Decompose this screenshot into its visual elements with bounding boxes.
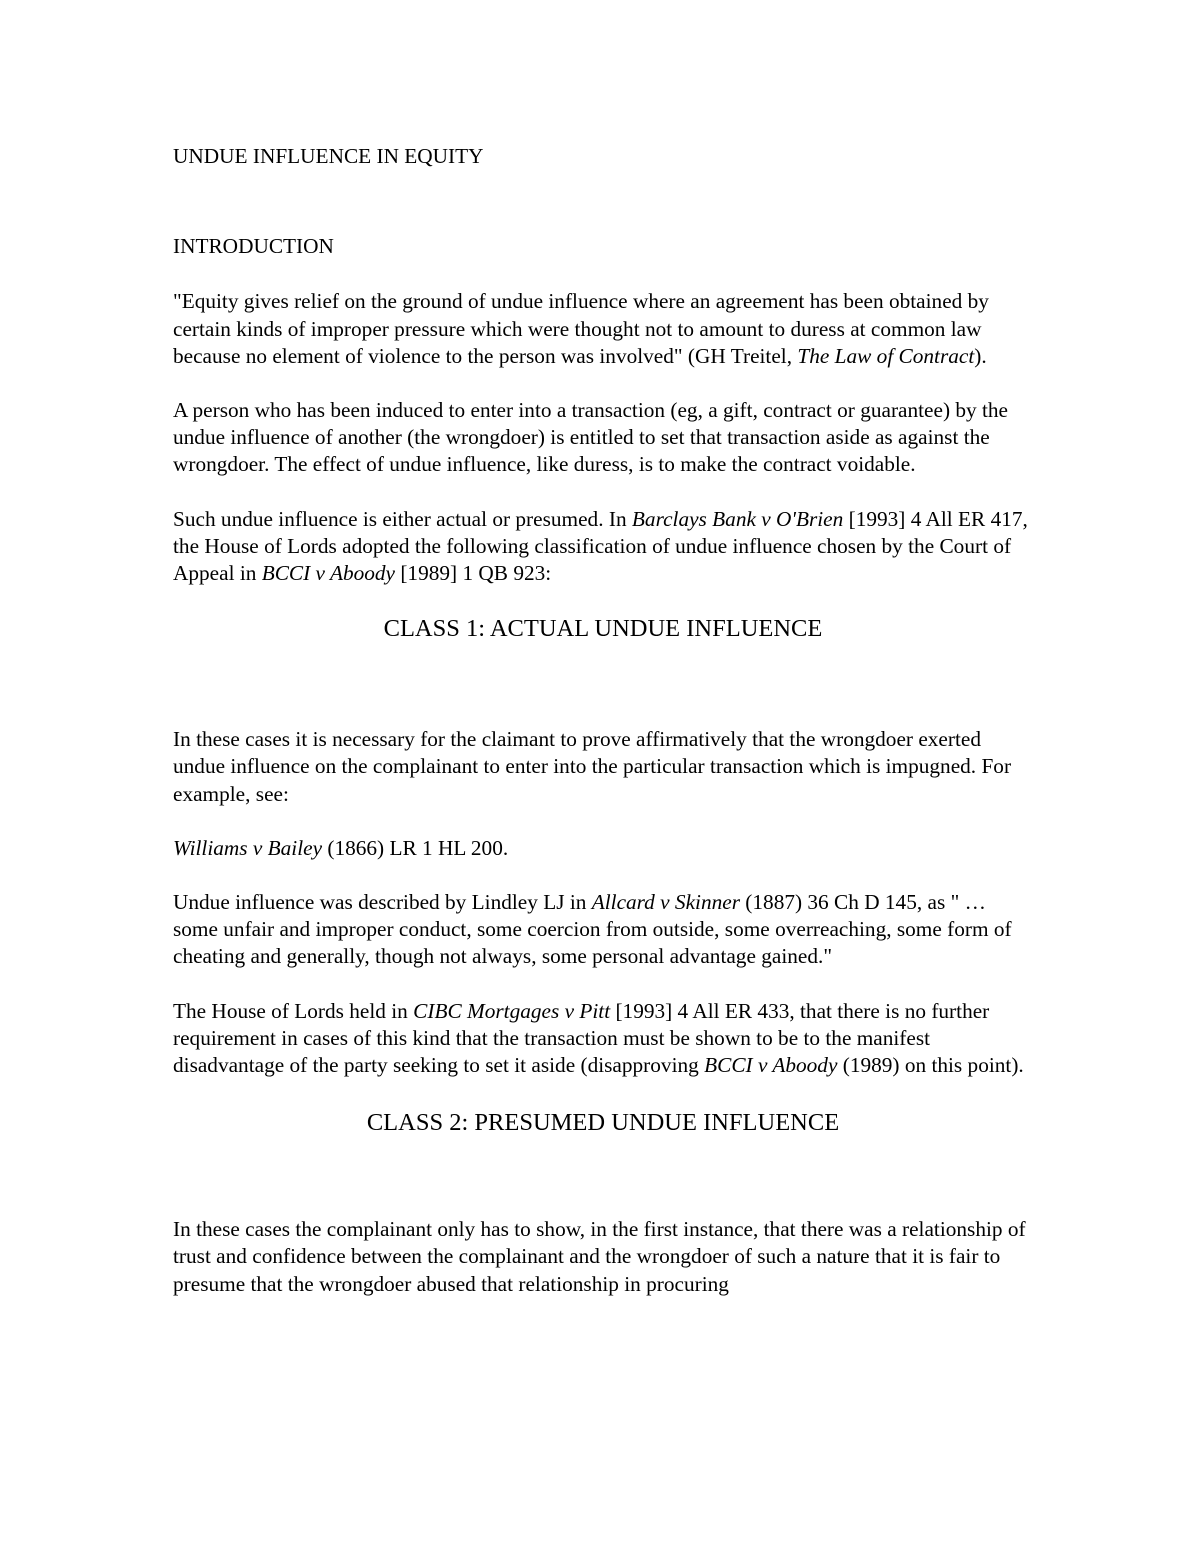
cibc-paragraph [173, 998, 1033, 1080]
treitel-quote-paragraph [173, 288, 1033, 370]
paragraph-text: [1989] 1 QB 923: [395, 561, 552, 586]
case-name: Williams v Bailey [173, 835, 323, 860]
book-title: The Law of Contract [797, 343, 975, 368]
document-title: UNDUE INFLUENCE IN EQUITY [173, 144, 484, 168]
paragraph-text: Undue influence was described by Lindley LJ in [173, 890, 592, 915]
allcard-paragraph [173, 889, 1033, 971]
document-body [173, 143, 1033, 1298]
class1-heading: CLASS 1: ACTUAL UNDUE INFLUENCE [383, 615, 823, 643]
paragraph-text: The House of Lords held in [173, 998, 414, 1023]
paragraph-text: [1993] 4 All ER 417, the House of Lords adopted the following classification of undue influence chosen by the Court of Appeal in [173, 506, 1028, 586]
paragraph-text: (1989) on this point). [837, 1053, 1024, 1078]
class1-paragraph: In these cases it is necessary for the claimant to prove affirmatively that the wrongdoer exerted undue influence on the complainant to enter into the particular transaction which is impugned. For example, see: [173, 727, 1012, 806]
introduction-heading: INTRODUCTION [173, 234, 334, 259]
case-citation: (1866) LR 1 HL 200. [322, 835, 509, 860]
paragraph-text: [1993] 4 All ER 433, that there is no further requirement in cases of this kind that the transaction must be shown to be to the manifest disadvantage of the party seeking to set it aside (disapproving [173, 998, 990, 1078]
paragraph-text: Such undue influence is either actual or presumed. In [173, 506, 632, 531]
case-name: BCCI v Aboody [704, 1053, 838, 1078]
paragraph-text: (1887) 36 Ch D 145, as " … some unfair and improper conduct, some coercion from outside, some overreaching, some form of cheating and generally, though not always, some personal advantage gained." [173, 890, 1012, 969]
case-name: Barclays Bank v O'Brien [631, 506, 844, 531]
case-reference [173, 835, 1033, 862]
quote-end: ). [974, 343, 987, 368]
class2-paragraph: In these cases the complainant only has to show, in the first instance, that there was a relationship of trust and confidence between the complainant and the wrongdoer of such a nature that it is fair to presume that the wrongdoer abused that relationship in procuring [173, 1217, 1026, 1296]
intro-paragraph: A person who has been induced to enter into a transaction (eg, a gift, contract or guarantee) by the undue influence of another (the wrongdoer) is entitled to set that transaction aside as against the wrongdoer. The effect of undue influence, like duress, is to make the contract voidable. [173, 398, 1009, 477]
case-name: CIBC Mortgages v Pitt [413, 998, 611, 1023]
case-name: BCCI v Aboody [261, 561, 396, 586]
class2-heading: CLASS 2: PRESUMED UNDUE INFLUENCE [366, 1109, 840, 1137]
case-name: Allcard v Skinner [591, 890, 740, 915]
classification-paragraph [173, 506, 1033, 588]
quote-text: "Equity gives relief on the ground of undue influence where an agreement has been obtained by certain kinds of improper pressure which were thought not to amount to duress at common law because no element of violence to the person was involved" (GH Treitel, [173, 289, 989, 368]
